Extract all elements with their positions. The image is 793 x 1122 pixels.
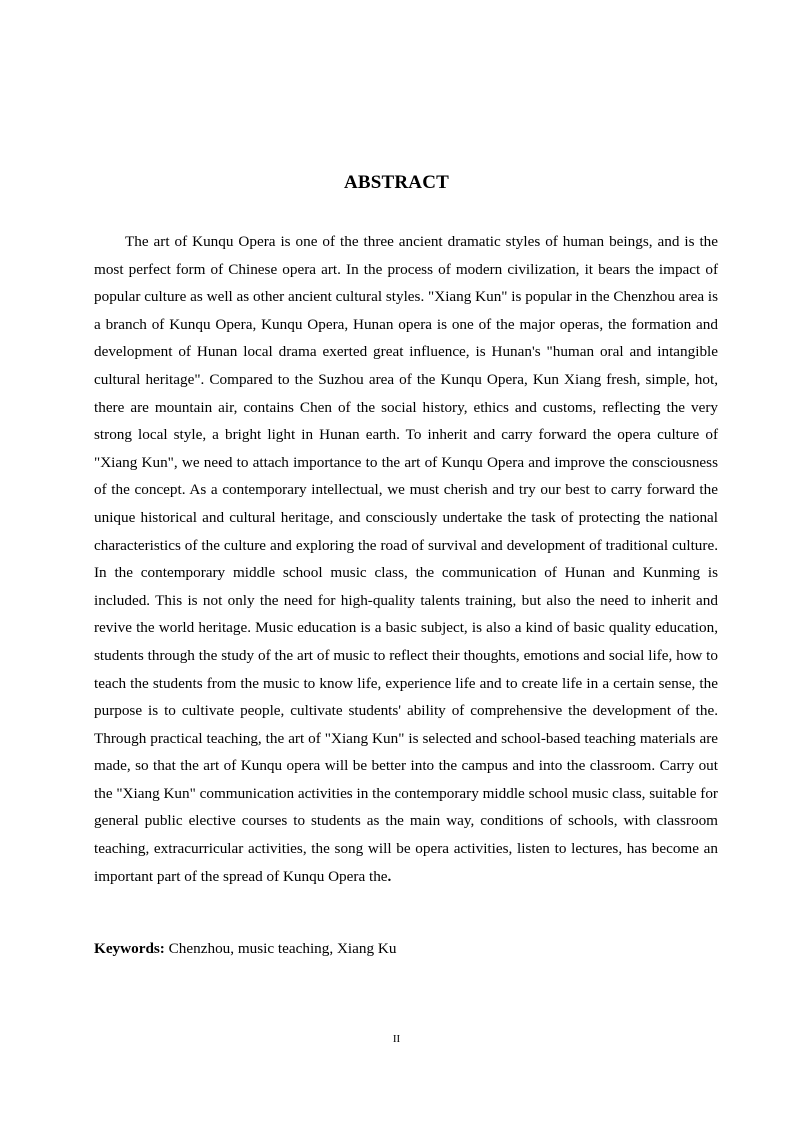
abstract-end-period: . bbox=[387, 867, 392, 885]
page-number: II bbox=[392, 1033, 401, 1045]
abstract-paragraph bbox=[94, 228, 718, 890]
keywords-line bbox=[94, 937, 718, 961]
keywords-label: Keywords: bbox=[94, 940, 165, 957]
keywords-value: Chenzhou, music teaching, Xiang Ku bbox=[164, 940, 397, 957]
abstract-text: The art of Kunqu Opera is one of the three ancient dramatic styles of human beings, and is the most perfect form of Chinese opera art. In the process of modern civilization, it bears the impact of popular culture as well as other ancient cultural styles. "Xiang Kun" is popular in the Chenzhou area is a branch of Kunqu Opera, Kunqu Opera, Hunan opera is one of the major operas, the formation and development of Hunan local drama exerted great influence, is Hunan's "human oral and intangible cultural heritage". Compared to the Suzhou area of the Kunqu Opera, Kun Xiang fresh, simple, hot, there are mountain air, contains Chen of the social history, ethics and customs, reflecting the very strong local style, a bright light in Hunan earth. To inherit and carry forward the opera culture of "Xiang Kun", we need to attach importance to the art of Kunqu Opera and improve the consciousness of the concept. As a contemporary intellectual, we must cherish and try our best to carry forward the unique historical and cultural heritage, and consciously undertake the task of protecting the national characteristics of the culture and exploring the road of survival and development of traditional culture. In the contemporary middle school music class, the communication of Hunan and Kunming is included. This is not only the need for high-quality talents training, but also the need to inherit and revive the world heritage. Music education is a basic subject, is also a kind of basic quality education, students through the study of the art of music to reflect their thoughts, emotions and social life, how to teach the students from the music to know life, experience life and to create life in a certain sense, the purpose is to cultivate people, cultivate students' ability of comprehensive the development of the. Through practical teaching, the art of "Xiang Kun" is selected and school-based teaching materials are made, so that the art of Kunqu opera will be better into the campus and into the classroom. Carry out the "Xiang Kun" communication activities in the contemporary middle school music class, suitable for general public elective courses to students as the main way, conditions of schools, with classroom teaching, extracurricular activities, the song will be opera activities, listen to lectures, has become an important part of the spread of Kunqu Opera the bbox=[94, 233, 718, 885]
page-title: ABSTRACT bbox=[343, 172, 450, 193]
